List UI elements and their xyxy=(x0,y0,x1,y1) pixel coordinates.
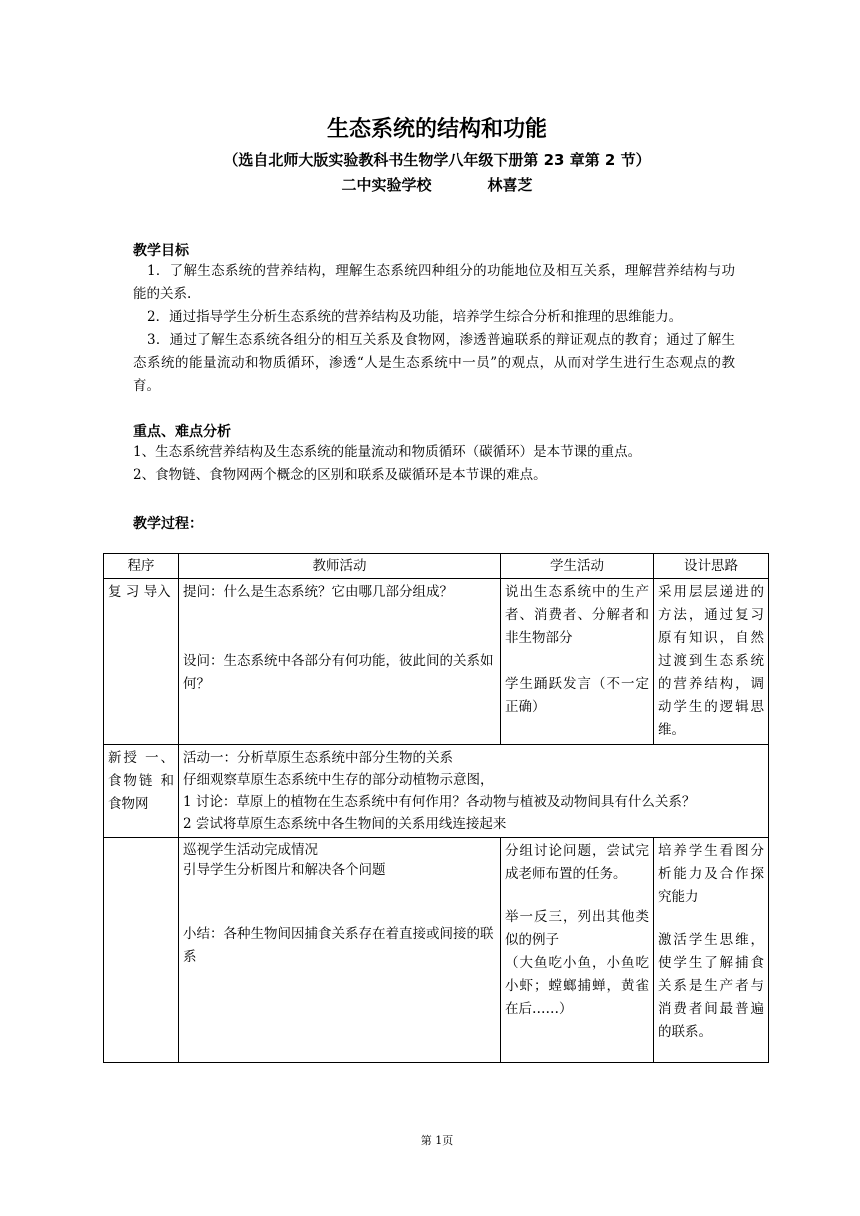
objectives-list xyxy=(133,260,735,398)
teacher-activity-text: 巡视学生活动完成情况 xyxy=(183,842,318,858)
teacher-question: 提问：什么是生态系统？它由哪几部分组成？ xyxy=(183,584,453,600)
key-point-item: 2、食物链、食物网两个概念的区别和联系及碳循环是本节课的难点。 xyxy=(133,467,547,483)
stage-cell: 复 习 导入 xyxy=(104,579,179,745)
activity-cell xyxy=(179,745,769,838)
student-activity-text: （大鱼吃小鱼，小鱼吃小虾；螳螂捕蝉，黄雀在后……） xyxy=(505,955,649,1017)
header-stage: 程序 xyxy=(104,554,179,579)
author-name: 林喜芝 xyxy=(487,176,533,194)
header-student-activity: 学生活动 xyxy=(501,554,654,579)
school-name: 二中实验学校 xyxy=(341,176,432,194)
student-response: 说出生态系统中的生产者、消费者、分解者和非生物部分 xyxy=(505,584,649,646)
header-design-rationale: 设计思路 xyxy=(654,554,769,579)
activity-text: 仔细观察草原生态系统中生存的部分动植物示意图， xyxy=(183,772,494,788)
objective-item: 2．通过指导学生分析生态系统的营养结构及功能，培养学生综合分析和推理的思维能力。 xyxy=(147,309,683,325)
teacher-activity-cell xyxy=(179,579,501,745)
author-line xyxy=(0,174,860,195)
table-row xyxy=(104,579,769,745)
header-teacher-activity: 教师活动 xyxy=(179,554,501,579)
student-activity-text: 举一反三，列出其他类似的例子 xyxy=(505,909,649,948)
teacher-activity-text: 引导学生分析图片和解决各个问题 xyxy=(183,862,386,878)
design-rationale-text: 激活学生思维，使学生了解捕食关系是生产者与消费者间最普遍的联系。 xyxy=(658,932,764,1040)
stage-cell: 新授 一、食物链 和 食物网 xyxy=(104,745,179,838)
teacher-activity-cell xyxy=(179,838,501,1063)
table-header-row xyxy=(104,554,769,579)
activity-title: 活动一：分析草原生态系统中部分生物的关系 xyxy=(183,750,453,766)
design-rationale-text: 培养学生看图分析能力及合作探究能力 xyxy=(658,843,764,905)
process-heading: 教学过程： xyxy=(133,516,203,532)
table-row xyxy=(104,745,769,838)
activity-text: 2 尝试将草原生态系统中各生物间的关系用线连接起来 xyxy=(183,816,507,832)
objective-item: 3．通过了解生态系统各组分的相互关系及食物网，渗透普遍联系的辩证观点的教育；通过了解生态系统的能量流动和物质循环，渗透“人是生态系统中一员”的观点，从而对学生进行生态观点的教育。 xyxy=(133,332,735,394)
student-response: 学生踊跃发言（不一定正确） xyxy=(505,676,649,715)
key-points-list xyxy=(133,441,735,487)
stage-cell xyxy=(104,838,179,1063)
lesson-process-table xyxy=(103,553,769,1063)
teacher-summary: 小结：各种生物间因捕食关系存在着直接或间接的联系 xyxy=(183,926,494,965)
student-activity-cell xyxy=(501,579,654,745)
objectives-heading: 教学目标 xyxy=(133,243,189,259)
document-subtitle: （选自北师大版实验教科书生物学八年级下册第 23 章第 2 节） xyxy=(223,151,651,169)
key-points-heading: 重点、难点分析 xyxy=(133,424,231,440)
teacher-prompt: 设问：生态系统中各部分有何功能，彼此间的关系如何？ xyxy=(183,653,494,692)
design-rationale-cell: 采用层层递进的方法，通过复习原有知识，自然过渡到生态系统的营养结构，调动学生的逻辑思维。 xyxy=(654,579,769,745)
student-activity-cell xyxy=(501,838,654,1063)
page-number: 第 1页 xyxy=(420,1134,454,1147)
key-point-item: 1、生态系统营养结构及生态系统的能量流动和物质循环（碳循环）是本节课的重点。 xyxy=(133,444,642,460)
design-rationale-cell xyxy=(654,838,769,1063)
activity-text: 1 讨论：草原上的植物在生态系统中有何作用？各动物与植被及动物间具有什么关系？ xyxy=(183,794,696,810)
table-row xyxy=(104,838,769,1063)
document-title: 生态系统的结构和功能 xyxy=(326,117,547,142)
student-activity-text: 分组讨论问题，尝试完成老师布置的任务。 xyxy=(505,843,649,882)
objective-item: 1．了解生态系统的营养结构，理解生态系统四种组分的功能地位及相互关系，理解营养结构与功能的关系. xyxy=(133,263,735,302)
